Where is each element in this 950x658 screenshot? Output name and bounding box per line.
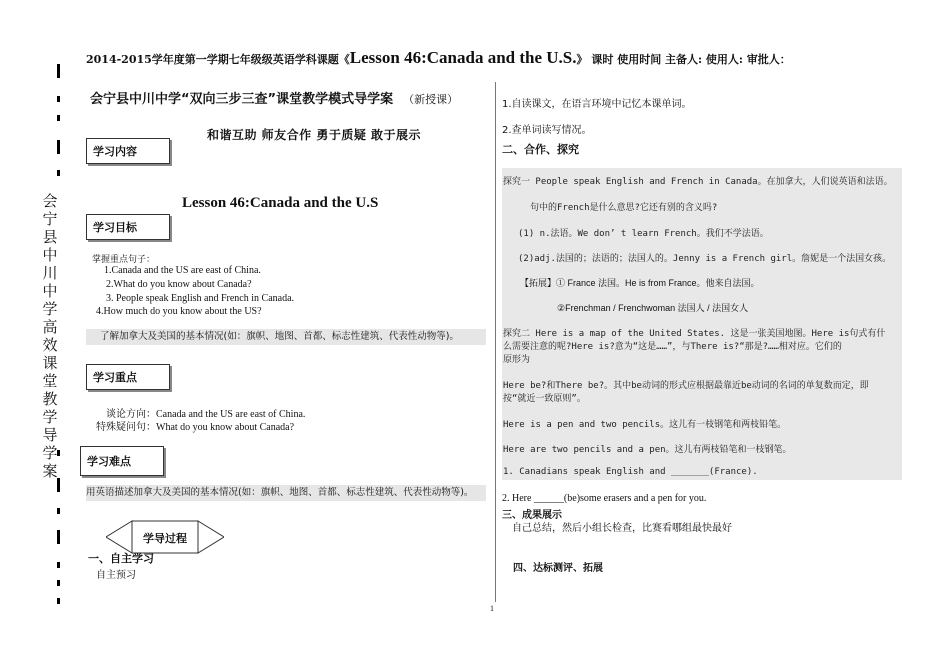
column-divider — [495, 82, 496, 602]
binding-dash — [57, 508, 60, 514]
binding-dash — [57, 64, 60, 78]
explore-2-line-3: 原形为 — [503, 355, 531, 365]
explore-2-line-1: 探究二 Here is a map of the United States. 这是一张美国地图。Here is句式有什 — [503, 329, 886, 339]
binding-dash — [57, 170, 60, 176]
difficulty-band: 用英语描述加拿大及美国的基本情况(如：旗帜、地图、首都、标志性建筑、代表性动物等)。 — [86, 485, 486, 501]
guide-banner-right-tip — [198, 521, 224, 553]
goals-intro: 掌握重点句子： — [92, 255, 156, 265]
explore-1-question: 句中的French是什么意思?它还有别的含义吗? — [530, 203, 718, 213]
extension-1: 【拓展】① France 法国。He is from France。他来自法国。 — [520, 278, 760, 288]
header-prefix: 2014-2015学年度第一学期七年级级英语学科课题《 — [86, 53, 350, 66]
goal-sentence-1: 1.Canada and the US are east of China. — [104, 265, 261, 276]
explore-shaded-area — [502, 168, 902, 480]
label-box-goals: 学习目标 — [86, 214, 170, 240]
exercise-1: 1. Canadians speak English and _______(France). — [503, 467, 758, 477]
section-2-heading: 二、合作、探究 — [502, 143, 579, 156]
header-lesson-title: Lesson 46:Canada and the U.S. — [349, 48, 577, 67]
rule-line-1: Here be?和There be?。其中be动词的形式应根据最靠近be动词的名词的单复数而定，即 — [503, 381, 869, 391]
explore-2-line-2: 么需要注意的呢?Here is?意为“这是……”，与There is?“那是?……相对应。它们的 — [503, 342, 842, 352]
binding-dash — [57, 530, 60, 544]
task-item-2: 2.查单词读写情况。 — [502, 125, 592, 136]
explore-1-answer-1: (1) n.法语。We don’ t learn French。我们不学法语。 — [518, 229, 769, 239]
binding-dash — [57, 140, 60, 154]
guide-banner-left-tip — [106, 521, 132, 553]
key-point-2: 特殊疑问句：What do you know about Canada? — [96, 422, 295, 433]
rule-line-2: 按“就近一致原则”。 — [503, 394, 586, 404]
section-3-heading: 三、成果展示 — [502, 510, 562, 521]
label-box-content: 学习内容 — [86, 138, 170, 164]
header-suffix: 》 课时 使用时间 主备人: 使用人: 审批人： — [576, 53, 791, 66]
example-2: Here are two pencils and a pen。这儿有两枝铅笔和一枝钢笔。 — [503, 445, 792, 455]
motto: 和谐互助 师友合作 勇于质疑 敢于展示 — [207, 128, 422, 142]
exercise-2: 2. Here ______(be)some erasers and a pen for you. — [502, 493, 707, 504]
section-3-text: 自己总结，然后小组长检查，比赛看哪组最快最好 — [512, 523, 732, 534]
binding-dash — [57, 96, 60, 102]
goal-sentence-3: 3. People speak English and French in Canada. — [106, 293, 295, 304]
binding-dash — [57, 478, 60, 492]
goal-sentence-2: 2.What do you know about Canada? — [106, 279, 252, 290]
example-1: Here is a pen and two pencils。这儿有一枝钢笔和两枝铅笔。 — [503, 420, 787, 430]
page-header — [86, 48, 926, 68]
vertical-title: 会 宁 县 中 川 中 学 高 效 课 堂 教 学 导 学 案 — [42, 192, 58, 480]
key-point-1: 谈论方向：Canada and the US are east of China. — [106, 409, 306, 420]
binding-dash — [57, 115, 60, 121]
goals-band: 了解加拿大及美国的基本情况(如：旗帜、地图、首都、标志性建筑、代表性动物等)。 — [86, 329, 486, 345]
self-study-heading: 一、自主学习 — [88, 552, 154, 565]
school-title: 会宁县中川中学“双向三步三查”课堂教学模式导学案 （新授课） — [90, 92, 459, 107]
lesson-heading: Lesson 46:Canada and the U.S — [182, 195, 379, 211]
label-box-difficulties: 学习难点 — [80, 446, 164, 476]
task-item-1: 1.自读课文，在语言环境中记忆本课单词。 — [502, 99, 692, 110]
self-study-sub: 自主预习 — [96, 570, 136, 581]
label-box-key-points: 学习重点 — [86, 364, 170, 390]
goal-sentence-4: 4.How much do you know about the US? — [96, 306, 262, 317]
binding-dash — [57, 598, 60, 604]
section-4-heading: 四、达标测评、拓展 — [513, 563, 603, 574]
binding-dash — [57, 562, 60, 568]
page-number: 1 — [490, 604, 494, 613]
explore-1-answer-2: (2)adj.法国的；法语的；法国人的。Jenny is a French girl。詹妮是一个法国女孩。 — [518, 254, 892, 264]
school-subtitle: （新授课） — [403, 93, 459, 106]
binding-dash — [57, 580, 60, 586]
extension-2: ②Frenchman / Frenchwoman 法国人 / 法国女人 — [557, 303, 749, 313]
guide-banner-label: 学导过程 — [143, 532, 187, 545]
explore-1: 探究一 People speak English and French in Canada。在加拿大，人们说英语和法语。 — [503, 177, 893, 187]
